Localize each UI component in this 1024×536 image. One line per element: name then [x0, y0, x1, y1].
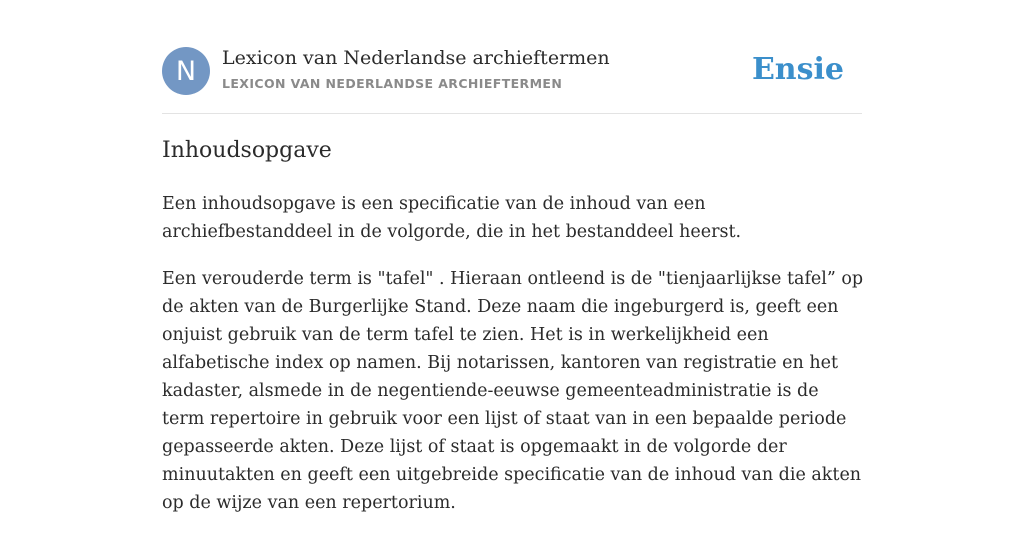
entry-paragraph-2: Een verouderde term is "tafel" . Hieraan ontleend is de "tienjaarlijkse tafel” op de akten van de Burgerlijke Stand. Deze naam die ingeburgerd is, geeft een onjuist gebruik van de term tafel te zien. Het is in werkelijkheid een alfabetische index op namen. Bij notarissen, kantoren van registratie en het kadaster, alsmede in de negentiende-eeuwse gemeenteadministratie is de term repertoire in gebruik voor een lijst of staat van in een bepaalde periode gepasseerde akten. Deze lijst of staat is opgemaakt in de volgorde der minuutakten en geeft een uitgebreide specificatie van de inhoud van die akten op de wijze van een repertorium.: [162, 269, 864, 513]
avatar[interactable]: N: [162, 47, 210, 95]
entry-body: [162, 190, 864, 536]
entry-title: Inhoudsopgave: [162, 138, 332, 163]
header: [162, 46, 862, 96]
lexicon-title[interactable]: Lexicon van Nederlandse archieftermen: [222, 47, 610, 69]
ensie-logo[interactable]: Ensie: [751, 52, 844, 87]
entry-paragraph-1: Een inhoudsopgave is een specificatie van de inhoud van een archiefbestanddeel in de volgorde, die in het bestanddeel heerst.: [162, 194, 742, 242]
header-divider: [162, 113, 862, 114]
lexicon-subtitle: LEXICON VAN NEDERLANDSE ARCHIEFTERMEN: [222, 76, 563, 91]
